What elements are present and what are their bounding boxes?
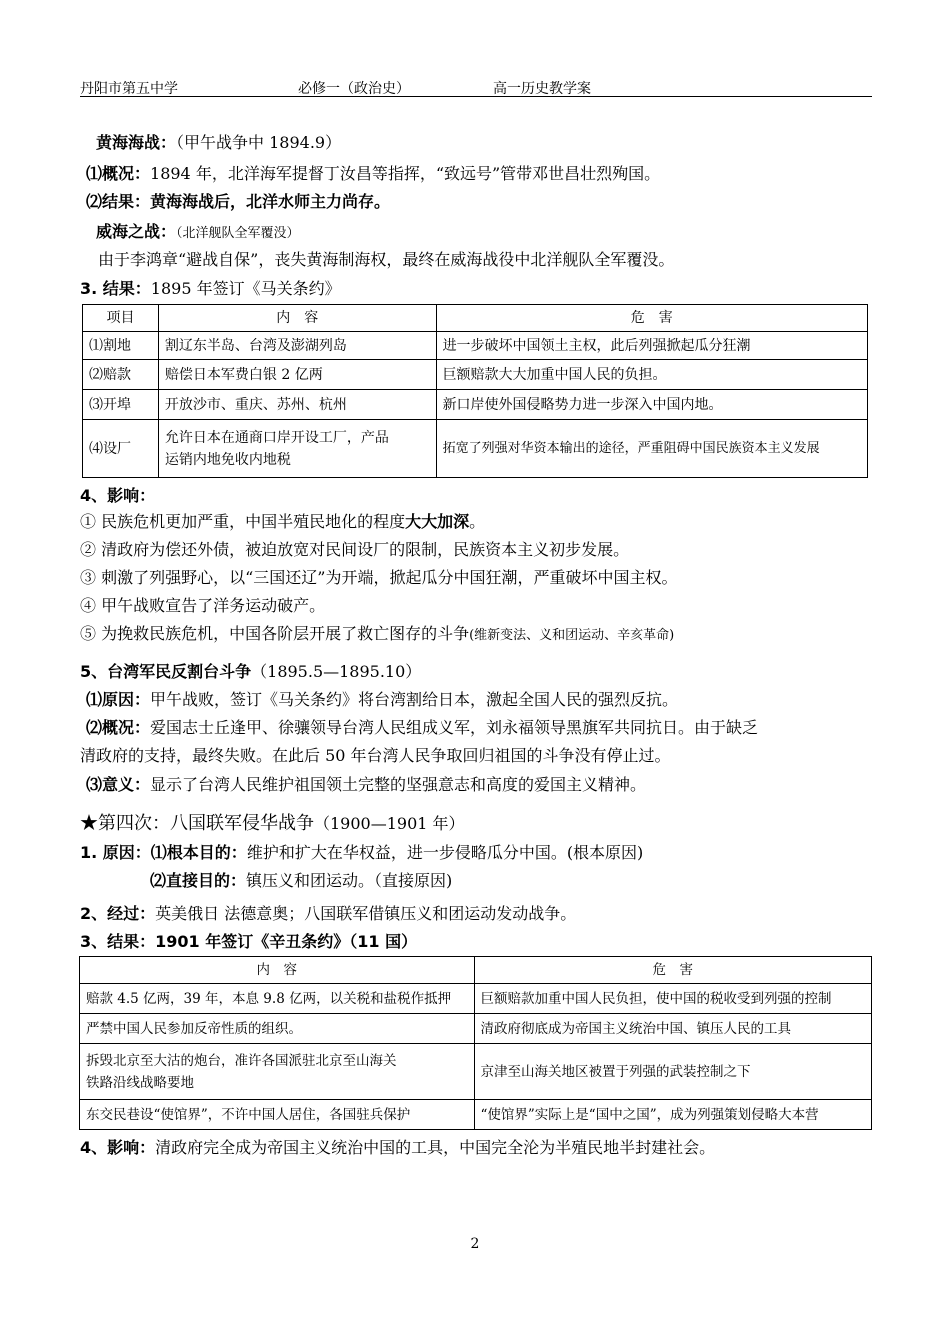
header-course: 必修一（政治史） — [298, 81, 410, 97]
huanghai-title-line — [96, 133, 341, 153]
table-row — [83, 360, 868, 390]
table-header-row — [83, 305, 868, 332]
fourth-cause — [80, 843, 643, 863]
row-content: 东交民巷设“使馆界”，不许中国人居住，各国驻兵保护 — [80, 1100, 475, 1130]
fourth-process-text: 英美俄日 法德意奥；八国联军借镇压义和团运动发动战争。 — [155, 904, 577, 923]
fourth-cause-label: 1. 原因： — [80, 843, 151, 862]
fourth-process — [80, 904, 576, 924]
row-item: ⑶开埠 — [83, 390, 159, 420]
row-content-line2: 运销内地免收内地税 — [164, 451, 291, 468]
influence4-item-3: ③ 刺激了列强野心，以“三国还辽”为开端，掀起瓜分中国狂潮，严重破坏中国主权。 — [80, 568, 678, 587]
fourth-title-line — [80, 814, 465, 834]
header-harm: 危 害 — [474, 957, 872, 984]
huanghai-title-note: （甲午战争中 1894.9） — [176, 133, 342, 152]
table-row — [83, 332, 868, 360]
page-number: 2 — [470, 1236, 480, 1252]
row-content: 割辽东半岛、台湾及澎湖列岛 — [158, 332, 436, 360]
table-row — [80, 1100, 872, 1130]
row-content-line2: 铁路沿线战略要地 — [86, 1074, 194, 1091]
influence4-item-5 — [80, 624, 674, 646]
header-school: 丹阳市第五中学 — [80, 81, 178, 97]
huanghai-result-text: 黄海海战后，北洋水师主力尚存。 — [150, 192, 391, 211]
taiwan-overview — [86, 718, 758, 738]
influence4-item-1-tail: 。 — [469, 512, 486, 531]
fourth-title: ★第四次：八国联军侵华战争 — [80, 813, 314, 834]
taiwan-overview-cont: 清政府的支持，最终失败。在此后 50 年台湾人民争取回归祖国的斗争没有停止过。 — [80, 746, 671, 765]
influence4-item-1-text: ① 民族危机更加严重，中国半殖民地化的程度 — [80, 512, 406, 531]
fourth-root-label: ⑴根本目的： — [150, 843, 247, 862]
final-influence-label: 4、影响： — [80, 1138, 156, 1157]
huanghai-result — [86, 192, 390, 212]
taiwan-meaning-label: ⑶意义： — [86, 775, 151, 794]
row-content — [158, 420, 436, 478]
fourth-root-text: 维护和扩大在华权益，进一步侵略瓜分中国。(根本原因) — [246, 843, 644, 862]
header-item: 项目 — [83, 305, 159, 332]
weihai-title-note: （北洋舰队全军覆没） — [176, 226, 300, 241]
influence4-item-4: ④ 甲午战败宣告了洋务运动破产。 — [80, 596, 326, 615]
taiwan-meaning — [86, 775, 646, 795]
row-harm: 巨额赔款大大加重中国人民的负担。 — [436, 360, 867, 390]
fourth-title-note: （1900—1901 年） — [314, 814, 465, 833]
header-content: 内 容 — [158, 305, 436, 332]
result3-text: 1895 年签订《马关条约》 — [150, 279, 341, 298]
fourth-result: 3、结果：1901 年签订《辛丑条约》（11 国） — [80, 932, 418, 951]
result3-line — [80, 279, 341, 299]
row-content-line1: 允许日本在通商口岸开设工厂，产品 — [164, 429, 389, 446]
taiwan-title-line — [80, 662, 421, 682]
fourth-direct — [150, 871, 452, 891]
taiwan-meaning-text: 显示了台湾人民维护祖国领土完整的坚强意志和高度的爱国主义精神。 — [150, 775, 647, 794]
table-row — [80, 1014, 872, 1044]
row-content: 赔偿日本军费白银 2 亿两 — [158, 360, 436, 390]
xinchou-table — [79, 956, 872, 1130]
influence4-label: 4、影响： — [80, 486, 156, 505]
influence4-item-1 — [80, 512, 485, 532]
row-content: 开放沙市、重庆、苏州、杭州 — [158, 390, 436, 420]
row-harm: 进一步破坏中国领土主权，此后列强掀起瓜分狂潮 — [436, 332, 867, 360]
row-harm: 清政府彻底成为帝国主义统治中国、镇压人民的工具 — [474, 1014, 872, 1044]
page-header — [80, 78, 872, 97]
fourth-direct-label: ⑵直接目的： — [150, 871, 247, 890]
final-influence-text: 清政府完全成为帝国主义统治中国的工具，中国完全沦为半殖民地半封建社会。 — [155, 1138, 716, 1157]
huanghai-overview — [86, 164, 660, 184]
row-harm: “使馆界”实际上是“国中之国”，成为列强策划侵略大本营 — [474, 1100, 872, 1130]
row-item: ⑴割地 — [83, 332, 159, 360]
fourth-direct-text: 镇压义和团运动。（直接原因) — [246, 871, 453, 890]
table-row — [80, 984, 872, 1014]
huanghai-overview-text: 1894 年，北洋海军提督丁汝昌等指挥，“致远号”管带邓世昌壮烈殉国。 — [150, 164, 661, 183]
table-header-row — [80, 957, 872, 984]
maguan-table — [82, 304, 868, 478]
taiwan-title-note: （1895.5—1895.10） — [251, 662, 422, 681]
row-harm: 巨额赔款加重中国人民负担，使中国的税收受到列强的控制 — [474, 984, 872, 1014]
weihai-text: 由于李鸿章“避战自保”，丧失黄海制海权，最终在威海战役中北洋舰队全军覆没。 — [98, 250, 675, 269]
final-influence — [80, 1138, 715, 1158]
table-row — [80, 1044, 872, 1100]
row-harm: 拓宽了列强对华资本输出的途径，严重阻碍中国民族资本主义发展 — [436, 420, 867, 478]
huanghai-overview-label: ⑴概况： — [86, 164, 151, 183]
table-row — [83, 390, 868, 420]
row-content: 严禁中国人民参加反帝性质的组织。 — [80, 1014, 475, 1044]
influence4-item-5-small: (维新变法、义和团运动、辛亥革命) — [469, 628, 675, 643]
row-harm: 京津至山海关地区被置于列强的武装控制之下 — [474, 1044, 872, 1100]
taiwan-overview-text: 爱国志士丘逢甲、徐骧领导台湾人民组成义军，刘永福领导黑旗军共同抗日。由于缺乏 — [150, 718, 759, 737]
influence4-item-2: ② 清政府为偿还外债，被迫放宽对民间设厂的限制，民族资本主义初步发展。 — [80, 540, 630, 559]
taiwan-overview-label: ⑵概况： — [86, 718, 151, 737]
fourth-process-label: 2、经过： — [80, 904, 156, 923]
huanghai-result-label: ⑵结果： — [86, 192, 151, 211]
header-doc: 高一历史教学案 — [493, 81, 591, 97]
row-content: 赔款 4.5 亿两，39 年，本息 9.8 亿两，以关税和盐税作抵押 — [80, 984, 475, 1014]
taiwan-title: 5、台湾军民反割台斗争 — [80, 662, 252, 681]
taiwan-cause-text: 甲午战败，签订《马关条约》将台湾割给日本，激起全国人民的强烈反抗。 — [150, 690, 679, 709]
result3-label: 3. 结果： — [80, 279, 151, 298]
header-content: 内 容 — [80, 957, 475, 984]
row-content-line1: 拆毁北京至大沽的炮台，准许各国派驻北京至山海关 — [86, 1052, 397, 1069]
row-item: ⑵赔款 — [83, 360, 159, 390]
taiwan-cause-label: ⑴原因： — [86, 690, 151, 709]
taiwan-cause — [86, 690, 678, 710]
row-item: ⑷设厂 — [83, 420, 159, 478]
weihai-title-line — [96, 222, 300, 244]
header-harm: 危 害 — [436, 305, 867, 332]
influence4-item-1-bold: 大大加深 — [405, 512, 470, 531]
weihai-title: 威海之战： — [96, 222, 177, 241]
row-content — [80, 1044, 475, 1100]
table-row — [83, 420, 868, 478]
row-harm: 新口岸使外国侵略势力进一步深入中国内地。 — [436, 390, 867, 420]
influence4-item-5-text: ⑤ 为挽救民族危机，中国各阶层开展了救亡图存的斗争 — [80, 624, 470, 643]
huanghai-title: 黄海海战： — [96, 133, 177, 152]
